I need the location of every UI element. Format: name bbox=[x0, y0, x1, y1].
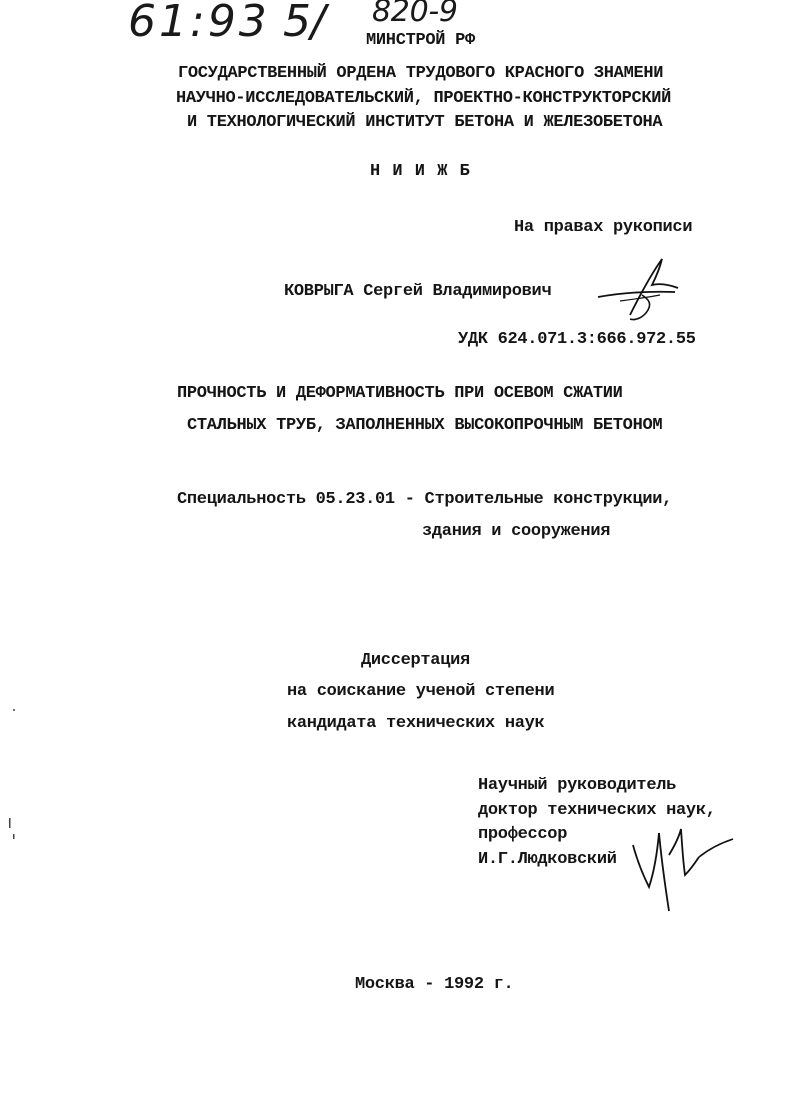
supervisor-name: И.Г.Людковский bbox=[478, 850, 617, 869]
supervisor-signature bbox=[625, 815, 735, 915]
dissertation-label: Диссертация bbox=[361, 651, 470, 670]
institute-line-2: НАУЧНО-ИССЛЕДОВАТЕЛЬСКИЙ, ПРОЕКТНО-КОНСТРУКТОРСКИЙ bbox=[176, 89, 672, 108]
archive-code: 61:93 bbox=[128, 0, 270, 47]
supervisor-degree: доктор технических наук, bbox=[478, 801, 716, 820]
specialty-line-1: Специальность 05.23.01 - Строительные конструкции, bbox=[177, 490, 673, 509]
archive-subnumber: 820-9 bbox=[372, 0, 458, 29]
degree-line: на соискание ученой степени bbox=[287, 682, 555, 701]
title-line-1: ПРОЧНОСТЬ И ДЕФОРМАТИВНОСТЬ ПРИ ОСЕВОМ СЖАТИИ bbox=[177, 384, 623, 403]
supervisor-rank: профессор bbox=[478, 825, 568, 844]
supervisor-title: Научный руководитель bbox=[478, 776, 677, 795]
ministry-line: МИНСТРОЙ РФ bbox=[366, 31, 475, 50]
scan-specks bbox=[4, 700, 24, 840]
institute-line-3: И ТЕХНОЛОГИЧЕСКИЙ ИНСТИТУТ БЕТОНА И ЖЕЛЕЗОБЕТОНА bbox=[187, 113, 663, 132]
udk-code: УДК 624.071.3:666.972.55 bbox=[458, 330, 696, 349]
institute-abbreviation: Н И И Ж Б bbox=[370, 162, 471, 181]
archive-number: 5/ bbox=[283, 0, 326, 47]
city-year: Москва - 1992 г. bbox=[355, 975, 514, 994]
degree-field-line: кандидата технических наук bbox=[287, 714, 545, 733]
institute-line-1: ГОСУДАРСТВЕННЫЙ ОРДЕНА ТРУДОВОГО КРАСНОГО ЗНАМЕНИ bbox=[178, 64, 664, 83]
manuscript-note: На правах рукописи bbox=[514, 218, 693, 237]
specialty-line-2: здания и сооружения bbox=[422, 522, 611, 541]
author-name: КОВРЫГА Сергей Владимирович bbox=[284, 282, 552, 301]
title-line-2: СТАЛЬНЫХ ТРУБ, ЗАПОЛНЕННЫХ ВЫСОКОПРОЧНЫМ БЕТОНОМ bbox=[187, 416, 663, 435]
author-signature bbox=[590, 255, 690, 325]
